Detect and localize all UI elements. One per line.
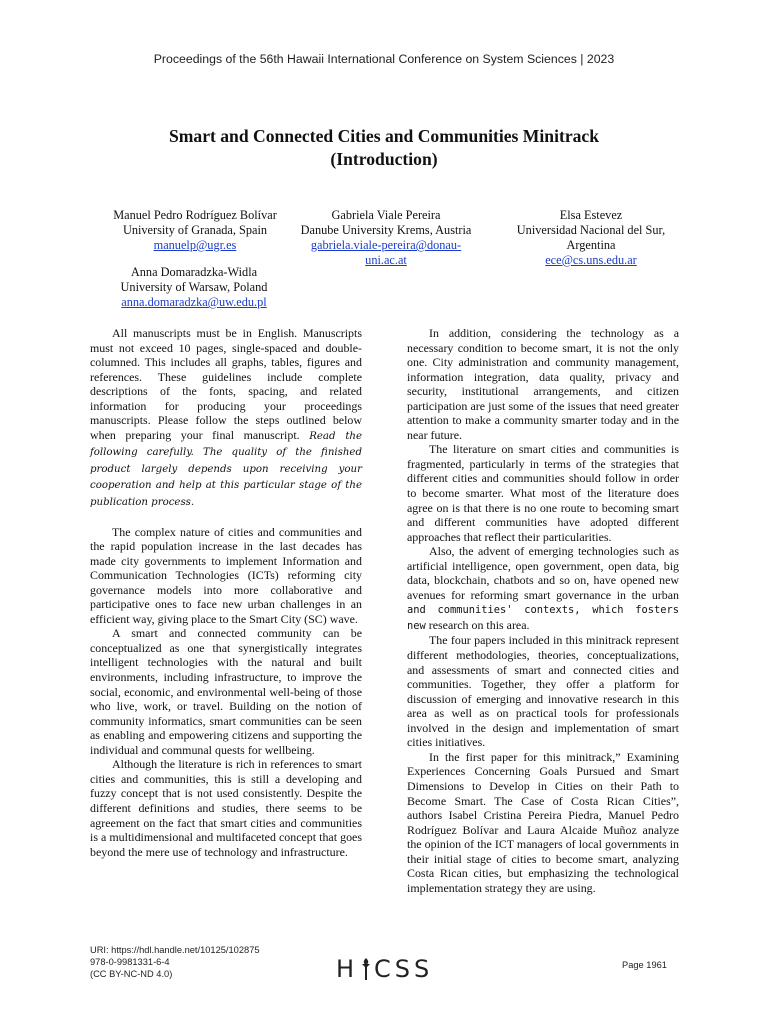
author-name: Elsa Estevez xyxy=(559,208,623,222)
logo-letter-h: H xyxy=(336,955,359,983)
author-affiliation: University of Granada, Spain xyxy=(122,223,268,237)
author-email-link[interactable]: gabriela.viale-pereira@donau- xyxy=(310,238,462,252)
italic-note: Read the following carefully. The quality of the finished product largely depends upon receiving your cooperation and help at this particular stage of the publication process. xyxy=(90,430,362,509)
body-paragraph xyxy=(407,544,679,633)
author-email-link-continued[interactable]: uni.ac.at xyxy=(365,253,407,267)
author-name: Gabriela Viale Pereira xyxy=(331,208,441,222)
author-email-link[interactable]: ece@cs.uns.edu.ar xyxy=(545,253,637,267)
author-email-link[interactable]: anna.domaradzka@uw.edu.pl xyxy=(121,295,267,309)
title-line-2: (Introduction) xyxy=(330,149,438,169)
author-1 xyxy=(106,208,284,253)
author-email-link[interactable]: manuelp@ugr.es xyxy=(153,238,237,252)
author-2 xyxy=(296,208,476,268)
right-column xyxy=(407,326,679,895)
author-affiliation: Universidad Nacional del Sur, xyxy=(516,223,666,237)
paragraph-text: All manuscripts must be in English. Manuscripts must not exceed 10 pages, single-spaced and double-columned. This includes all graphs, tables, figures and references. These guidelines include complete descriptions of the fonts, spacing, and related information for producing your proceedings manuscripts. Please follow the steps outlined below when preparing your final manuscript. xyxy=(90,326,362,442)
author-name: Anna Domaradzka-Widla xyxy=(130,265,258,279)
paper-title xyxy=(0,125,768,171)
logo-torch-icon xyxy=(359,956,373,982)
footer-metadata xyxy=(90,944,260,980)
body-paragraph: In the first paper for this minitrack,” Examining Experiences Concerning Goals Pursued and Smart Dimensions to Develop in Cities on their Path to Become Smart. The Case of Costa Rican Cities”, authors Isabel Cristina Pereira Piedra, Manuel Pedro Rodríguez Bolívar and Laura Alcaide Muñoz analyze the opinion of the ICT managers of local governments in their initial stage of cities to become smart, analyzing Costa Rican cities, but emphasizing the technological implementation strategy they are using. xyxy=(407,749,679,895)
body-paragraph: The four papers included in this minitrack represent different methodologies, theories, conceptualizations, and assessments of smart and connected cities and communities. Together, they offer a platform for discussion of emerging and innovative research in this area as well as on practical tools for professionals involved in the design and implementation of smart cities initiatives. xyxy=(407,633,679,750)
body-paragraph: In addition, considering the technology as a necessary condition to become smart, it is not the only one. City administration and community management, information integration, data quality, privacy and security, institutional arrangements, and citizen participation are just some of the issues that need greater attention to make a community smarter today and in the near future. xyxy=(407,326,679,442)
author-name: Manuel Pedro Rodríguez Bolívar xyxy=(113,208,277,222)
footer-license: (CC BY-NC-ND 4.0) xyxy=(90,969,173,979)
monospace-text: and communities' contexts, which fosters new xyxy=(407,604,679,632)
body-paragraph: A smart and connected community can be conceptualized as one that synergistically integrates intelligent technologies with the natural and built environments, including infrastructure, to improve the social, economic, and environmental well-being of those who live, work, or travel. Building on the notion of community informatics, smart communities can be seen as enabling and empowering citizens and supporting the individual and communal quests for wellbeing. xyxy=(90,626,362,757)
body-paragraph: The literature on smart cities and communities is fragmented, particularly in terms of the strategies that different cities and communities should follow in order to become smarter. What most of the literature does agree on is that there is no one route to becoming smart and different communities have adopted different approaches that reflect their particularities. xyxy=(407,442,679,544)
running-head: Proceedings of the 56th Hawaii International Conference on System Sciences | 2023 xyxy=(153,52,615,66)
hicss-logo xyxy=(336,955,433,983)
author-affiliation: University of Warsaw, Poland xyxy=(120,280,268,294)
paragraph-text: Also, the advent of emerging technologies such as artificial intelligence, open government, open data, big data, blockchain, chatbots and so on, have opened new avenues for reforming smart governance in the urban xyxy=(407,544,679,602)
left-column xyxy=(90,326,362,859)
author-affiliation: Danube University Krems, Austria xyxy=(300,223,472,237)
title-line-1: Smart and Connected Cities and Communities Minitrack xyxy=(168,126,600,146)
body-paragraph: Although the literature is rich in references to smart cities and communities, this is still a developing and fuzzy concept that is not used consistently. Despite the different definitions and studies, there seems to be agreement on the fact that smart cities and communities is a multidimensional and multifaceted concept that goes beyond the mere use of technology and infrastructure. xyxy=(90,757,362,859)
footer-isbn: 978-0-9981331-6-4 xyxy=(90,957,170,967)
author-affiliation-continued: Argentina xyxy=(566,238,616,252)
body-paragraph: The complex nature of cities and communities and the rapid population increase in the last decades has made city governments to implement Information and Communication Technologies (ICTs) reforming city governance models into more collaborative and participative ones to face new urban challenges in an efficient way, giving place to the Smart City (SC) wave. xyxy=(90,524,362,626)
body-paragraph xyxy=(90,326,362,511)
footer-uri: URI: https://hdl.handle.net/10125/102875 xyxy=(90,945,260,955)
logo-letters-css: CSS xyxy=(374,955,434,983)
paragraph-text-end: research on this area. xyxy=(428,617,530,632)
page-number: Page 1961 xyxy=(622,960,667,970)
author-4 xyxy=(104,265,284,310)
author-3 xyxy=(508,208,674,268)
